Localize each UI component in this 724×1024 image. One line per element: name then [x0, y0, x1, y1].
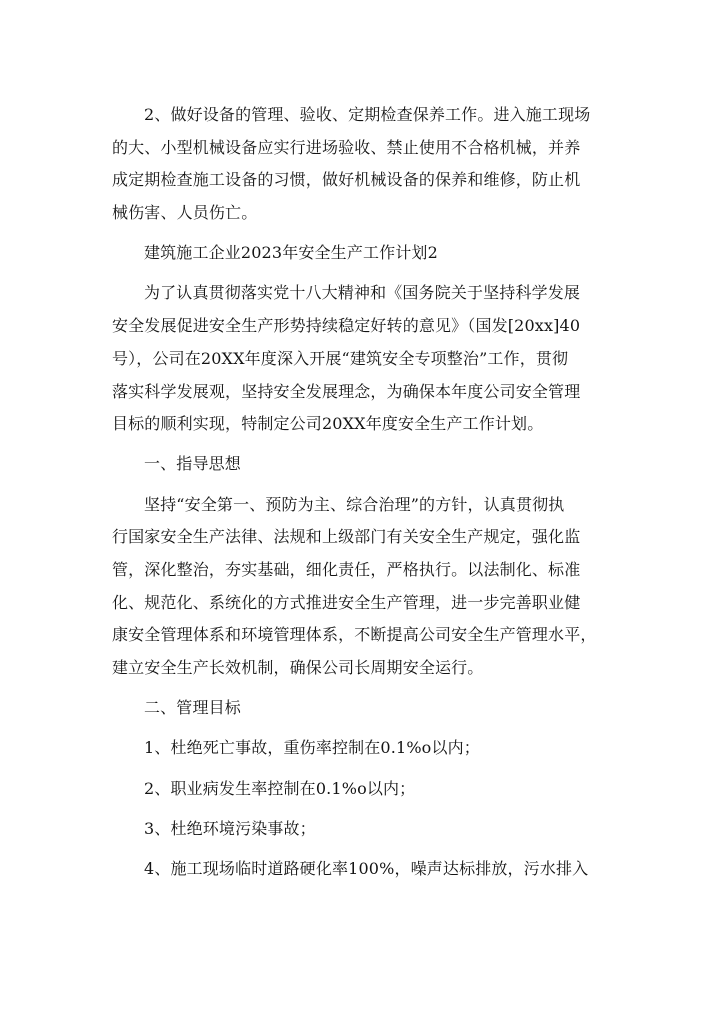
text-line: 2、做好设备的管理、验收、定期检查保养工作。进入施工现场 [144, 105, 591, 124]
text-line: 建立安全生产长效机制，确保公司长周期安全运行。 [112, 658, 484, 677]
document-body [112, 99, 618, 886]
paragraph-intro [112, 277, 618, 440]
text-line: 3、杜绝环境污染事故； [144, 818, 316, 838]
section-title [112, 237, 618, 270]
text-line: 建筑施工企业2023年安全生产工作计划2 [144, 243, 438, 263]
paragraph-equipment-management [112, 99, 618, 230]
text-line: 坚持“安全第一、预防为主、综合治理”的方针，认真贯彻执 [144, 494, 565, 514]
text-line: 为了认真贯彻落实党十八大精神和《国务院关于坚持科学发展 [144, 283, 581, 303]
text-line: 2、职业病发生率控制在0.1%o以内； [144, 778, 416, 798]
text-line: 安全发展促进安全生产形势持续稳定好转的意见》（国发[20xx]40 [112, 316, 581, 336]
goal-item-3 [112, 813, 618, 846]
heading-management-goals [112, 692, 618, 725]
goal-item-4 [112, 853, 618, 886]
text-line: 一、指导思想 [144, 454, 241, 474]
goal-item-2 [112, 773, 618, 806]
text-line: 1、杜绝死亡事故，重伤率控制在0.1%o以内； [144, 738, 480, 758]
text-line: 化、规范化、系统化的方式推进安全生产管理，进一步完善职业健 [112, 592, 581, 612]
text-line: 康安全管理体系和环境管理体系，不断提高公司安全生产管理水平， [112, 625, 597, 645]
text-line: 成定期检查施工设备的习惯，做好机械设备的保养和维修，防止机 [112, 170, 581, 190]
text-line: 管，深化整治，夯实基础，细化责任，严格执行。以法制化、标准 [112, 559, 581, 579]
text-line: 行国家安全生产法律、法规和上级部门有关安全生产规定，强化监 [112, 527, 581, 547]
heading-guiding-ideology [112, 448, 618, 481]
text-line: 械伤害、人员伤亡。 [112, 203, 258, 223]
text-line: 二、管理目标 [144, 698, 241, 718]
text-line: 落实科学发展观，坚持安全发展理念，为确保本年度公司安全管理 [112, 381, 581, 401]
text-line: 号），公司在20XX年度深入开展“建筑安全专项整治”工作，贯彻 [112, 348, 569, 368]
text-line: 4、施工现场临时道路硬化率100%，噪声达标排放，污水排入 [144, 858, 589, 878]
text-line: 目标的顺利实现，特制定公司20XX年度安全生产工作计划。 [112, 414, 544, 434]
text-line: 的大、小型机械设备应实行进场验收、禁止使用不合格机械，并养 [112, 137, 581, 157]
goal-item-1 [112, 732, 618, 765]
paragraph-guiding-ideology [112, 489, 618, 685]
